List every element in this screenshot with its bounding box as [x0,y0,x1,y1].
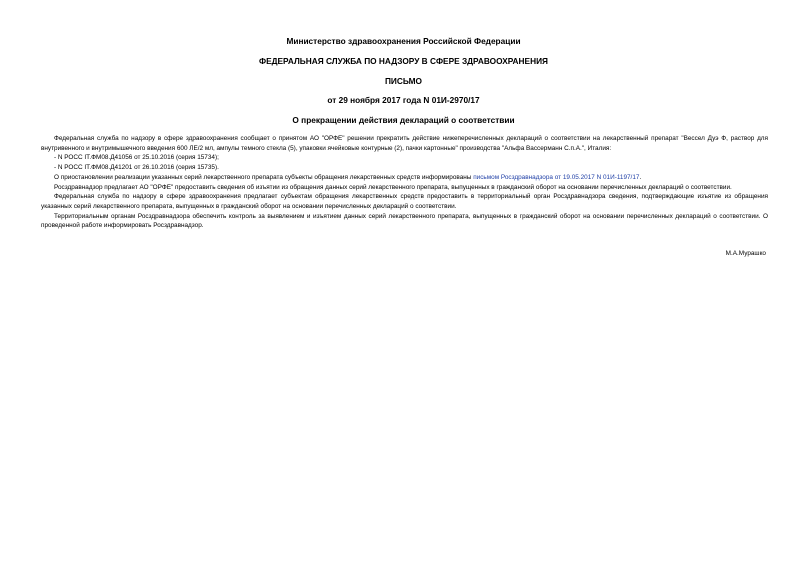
subject-heading: О прекращении действия деклараций о соответствии [292,115,515,125]
ministry-heading: Министерство здравоохранения Российской Федерации [286,36,521,46]
signature: М.А.Мурашко [725,250,766,257]
paragraph-announcement: Федеральная служба по надзору в сфере здравоохранения сообщает о принятом АО "ОРФЕ" решении прекратить действие нижеперечисленных деклараций о соответствии на лекарственный препарат "Вессел Дуэ Ф, раствор для внутривенного и внутримышечного введения 600 ЛЕ/2 мл, ампулы темного стекла (5), упаковки ячейковые контурные (2), пачки картонные" производства "Альфа Вассерманн С.п.А.", Италия: [41,135,768,152]
paragraph-suspension-end: . [639,173,642,181]
document-body [41,134,768,231]
date-number-heading: от 29 ноября 2017 года N 01И-2970/17 [327,95,480,105]
paragraph-suspension [41,173,768,183]
declaration-list-item: - N РОСС IT.ФМ08.Д41201 от 26.10.2016 (серия 15735). [54,164,219,172]
declaration-list-item: - N РОСС IT.ФМ08.Д41056 от 25.10.2016 (серия 15734); [54,154,219,162]
document-type-heading: ПИСЬМО [384,76,423,86]
paragraph-request-subjects: Федеральная служба по надзору в сфере здравоохранения предлагает субъектам обращения лекарственных средств предоставить в территориальный орган Росздравнадзора сведения, подтверждающие изъятие из обращения указанных серий лекарственного препарата, выпущенных в гражданский оборот на основании перечисленных деклараций о соответствии. [41,193,768,210]
agency-heading: ФЕДЕРАЛЬНАЯ СЛУЖБА ПО НАДЗОРУ В СФЕРЕ ЗДРАВООХРАНЕНИЯ [259,56,548,66]
paragraph-suspension-text: О приостановлении реализации указанных серий лекарственного препарата субъекты обращения лекарственных средств информированы [54,173,474,181]
reference-letter-link[interactable]: письмом Росздравнадзора от 19.05.2017 N 01И-1197/17 [473,173,640,181]
paragraph-request-orfe: Росздравнадзор предлагает АО "ОРФЕ" предоставить сведения об изъятии из обращения данных серий лекарственного препарата, выпущенных в гражданский оборот на основании перечисленных деклараций о соответствии. [54,183,732,191]
paragraph-territorial-control: Территориальным органам Росздравнадзора обеспечить контроль за выявлением и изъятием данных серий лекарственного препарата, выпущенных в гражданский оборот на основании перечисленных деклараций о соответствии. О проведенной работе информировать Росздравнадзор. [41,212,768,230]
